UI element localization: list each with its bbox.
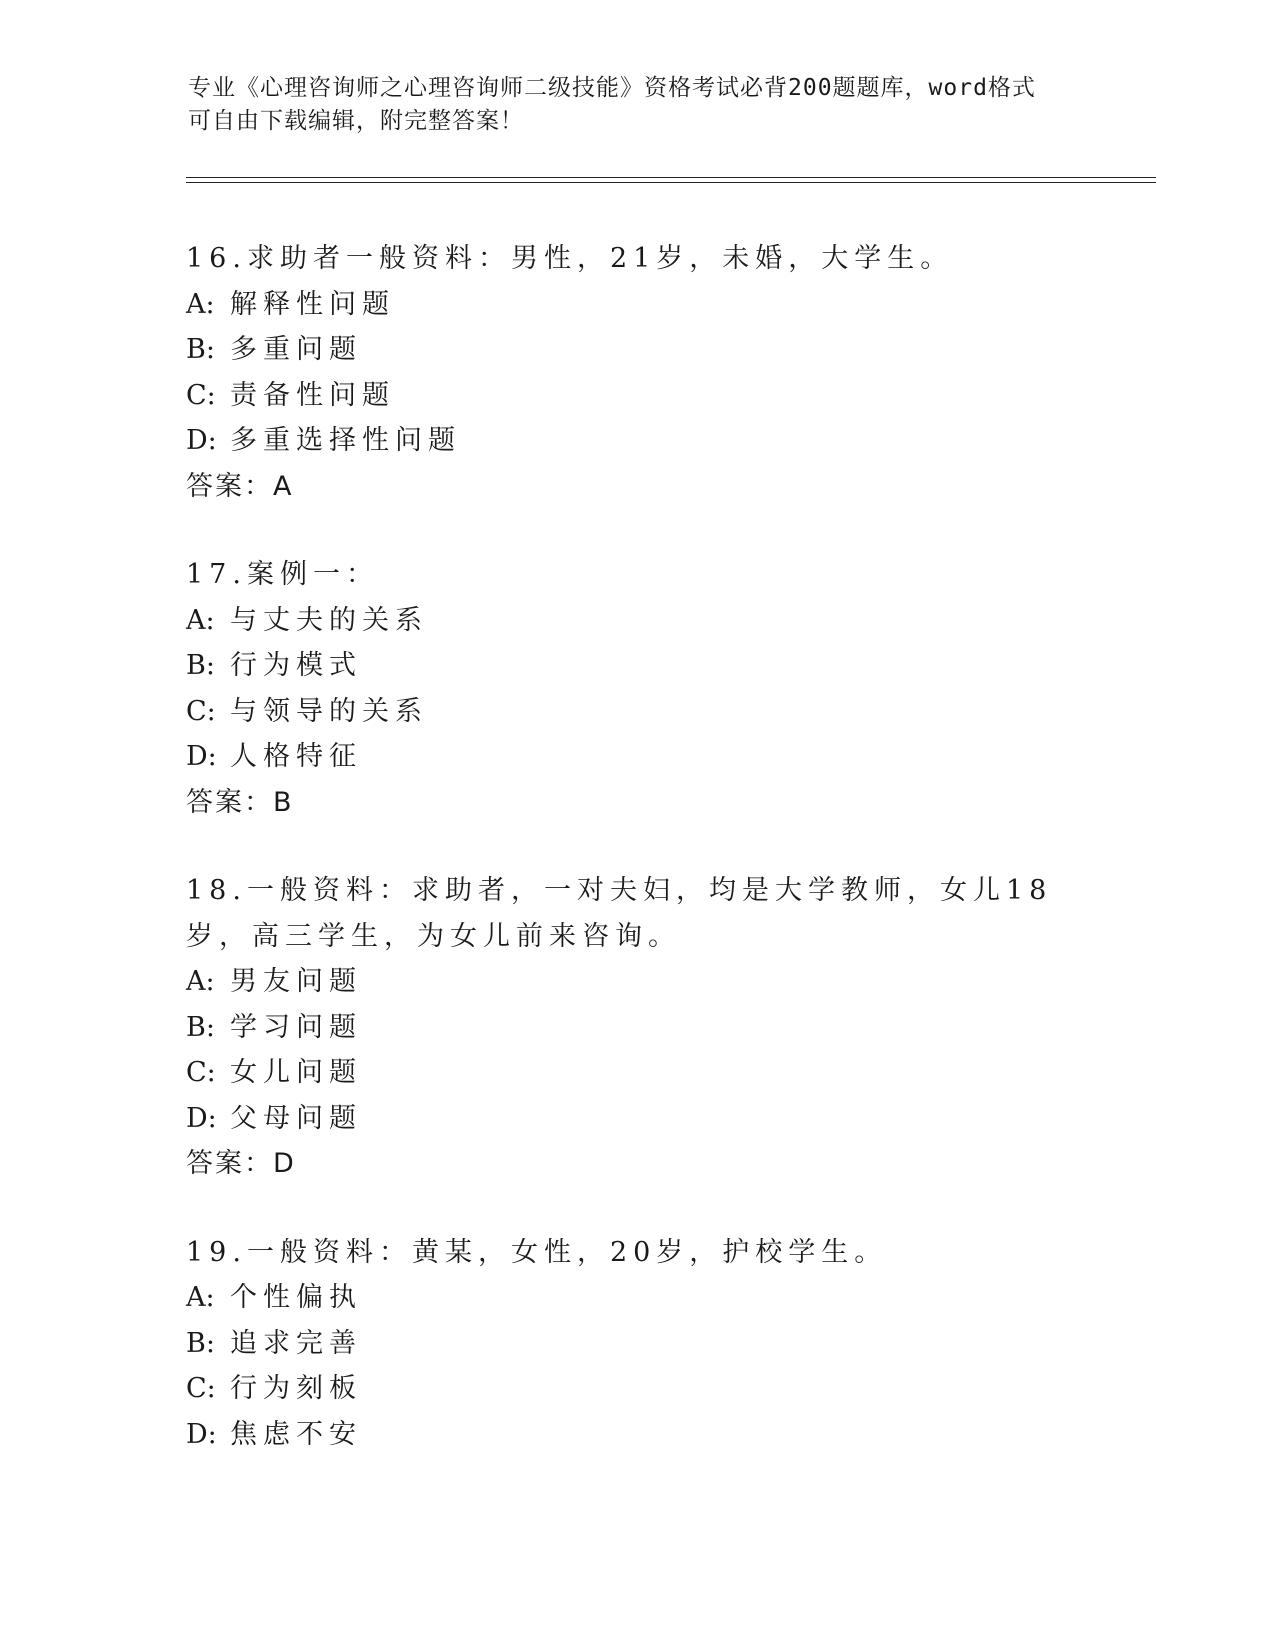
question-16 bbox=[186, 236, 1086, 509]
option-letter: A: bbox=[186, 288, 215, 320]
header-divider-bottom bbox=[186, 182, 1156, 183]
question-stem: 18.一般资料：求助者，一对夫妇，均是大学教师，女儿18岁，高三学生，为女儿前来咨询。 bbox=[186, 875, 1053, 952]
option-letter: C: bbox=[186, 695, 216, 727]
option-text: 与领导的关系 bbox=[230, 695, 428, 727]
question-17 bbox=[186, 552, 1086, 825]
option-text: 焦虑不安 bbox=[230, 1418, 362, 1450]
answer-line: 答案：B bbox=[186, 786, 294, 818]
question-stem: 16.求助者一般资料：男性，21岁，未婚，大学生。 bbox=[186, 243, 954, 274]
option-text: 追求完善 bbox=[230, 1327, 362, 1359]
option-text: 男友问题 bbox=[230, 966, 362, 997]
option-c bbox=[186, 373, 1086, 419]
option-text: 父母问题 bbox=[230, 1102, 362, 1134]
option-letter: B: bbox=[186, 334, 215, 365]
option-letter: B: bbox=[186, 1327, 215, 1359]
option-d bbox=[186, 418, 1086, 464]
option-b bbox=[186, 643, 1086, 689]
option-text: 解释性问题 bbox=[230, 288, 395, 320]
option-text: 多重问题 bbox=[230, 334, 362, 365]
option-text: 多重选择性问题 bbox=[230, 425, 461, 456]
option-letter: D: bbox=[186, 425, 217, 456]
option-text: 个性偏执 bbox=[230, 1282, 362, 1313]
option-text: 女儿问题 bbox=[230, 1057, 362, 1088]
option-letter: D: bbox=[186, 1102, 217, 1134]
option-letter: C: bbox=[186, 1373, 216, 1404]
option-text: 责备性问题 bbox=[230, 379, 395, 411]
option-letter: A: bbox=[186, 966, 215, 997]
option-a bbox=[186, 959, 1086, 1005]
question-list bbox=[186, 236, 1086, 1500]
option-a bbox=[186, 282, 1086, 328]
option-b bbox=[186, 1321, 1086, 1367]
option-letter: A: bbox=[186, 1282, 215, 1313]
question-stem: 19.一般资料：黄某，女性，20岁，护校学生。 bbox=[186, 1236, 888, 1268]
header-divider-top bbox=[186, 177, 1156, 178]
option-b bbox=[186, 1005, 1086, 1051]
option-letter: C: bbox=[186, 1057, 216, 1088]
question-18 bbox=[186, 868, 1086, 1187]
option-d bbox=[186, 1096, 1086, 1142]
option-c bbox=[186, 689, 1086, 735]
option-c bbox=[186, 1366, 1086, 1412]
option-c bbox=[186, 1050, 1086, 1096]
header-line-1: 专业《心理咨询师之心理咨询师二级技能》资格考试必背200题题库，word格式 bbox=[188, 75, 1036, 101]
answer-line: 答案：D bbox=[186, 1148, 296, 1179]
option-text: 人格特征 bbox=[230, 741, 362, 772]
option-letter: A: bbox=[186, 604, 215, 636]
option-a bbox=[186, 598, 1086, 644]
document-header bbox=[188, 72, 1088, 138]
option-a bbox=[186, 1275, 1086, 1321]
option-text: 与丈夫的关系 bbox=[230, 604, 428, 636]
question-stem: 17.案例一： bbox=[186, 559, 379, 590]
option-letter: C: bbox=[186, 379, 216, 411]
option-b bbox=[186, 327, 1086, 373]
option-letter: D: bbox=[186, 741, 217, 772]
option-text: 行为模式 bbox=[230, 650, 362, 681]
answer-line: 答案：A bbox=[186, 470, 294, 502]
header-line-2: 可自由下载编辑，附完整答案！ bbox=[188, 108, 524, 134]
option-letter: B: bbox=[186, 1011, 215, 1043]
option-d bbox=[186, 1412, 1086, 1458]
question-19 bbox=[186, 1230, 1086, 1458]
option-letter: B: bbox=[186, 650, 215, 681]
option-letter: D: bbox=[186, 1418, 217, 1450]
option-d bbox=[186, 734, 1086, 780]
option-text: 行为刻板 bbox=[230, 1373, 362, 1404]
option-text: 学习问题 bbox=[230, 1011, 362, 1043]
